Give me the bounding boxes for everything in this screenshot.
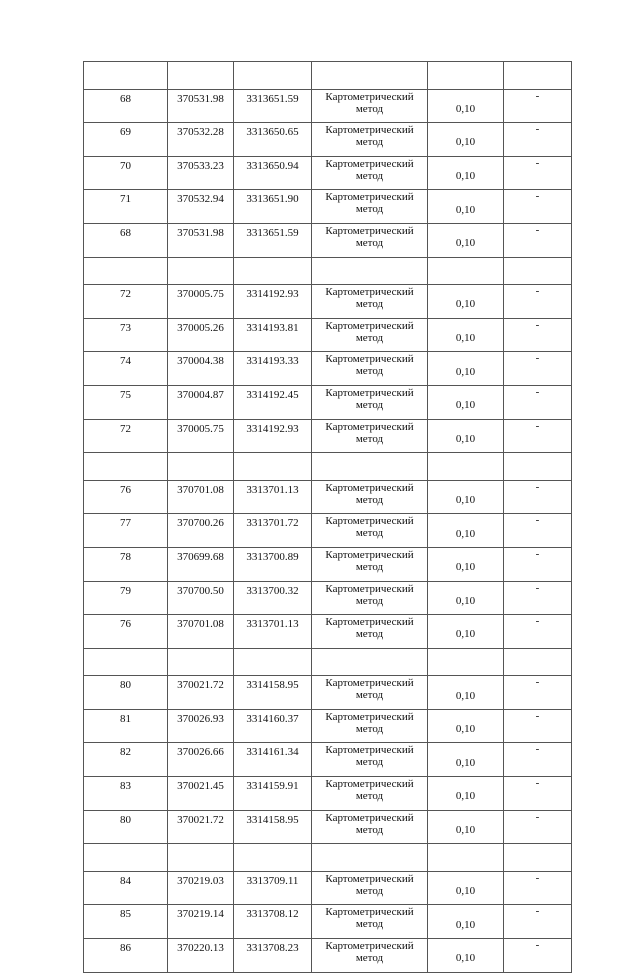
accuracy-cell: 0,10 [428,285,504,319]
method-cell: Картометрический метод [312,352,428,386]
y-coordinate-cell: 3313708.12 [234,905,312,939]
accuracy-cell: 0,10 [428,223,504,257]
note-cell: - [504,156,572,190]
y-coordinate-cell: 3314193.33 [234,352,312,386]
accuracy-cell: 0,10 [428,581,504,615]
x-coordinate-cell: 370005.75 [168,285,234,319]
method-cell: Картометрический метод [312,547,428,581]
note-cell: - [504,777,572,811]
accuracy-cell: 0,10 [428,709,504,743]
coordinates-table [83,61,572,973]
x-coordinate-cell: 370220.13 [168,939,234,973]
note-cell: - [504,547,572,581]
note-cell: - [504,871,572,905]
empty-cell [234,648,312,676]
point-number-cell: 81 [84,709,168,743]
method-cell: Картометрический метод [312,514,428,548]
x-coordinate-cell: 370004.38 [168,352,234,386]
table-row [84,777,572,811]
point-number-cell: 71 [84,190,168,224]
empty-cell [428,844,504,872]
note-cell: - [504,223,572,257]
note-cell: - [504,385,572,419]
point-number-cell: 76 [84,480,168,514]
empty-cell [168,257,234,285]
y-coordinate-cell: 3314160.37 [234,709,312,743]
method-cell: Картометрический метод [312,223,428,257]
x-coordinate-cell: 370026.66 [168,743,234,777]
accuracy-cell: 0,10 [428,123,504,157]
note-cell: - [504,709,572,743]
point-number-cell: 86 [84,939,168,973]
accuracy-cell: 0,10 [428,89,504,123]
x-coordinate-cell: 370531.98 [168,223,234,257]
point-number-cell: 72 [84,285,168,319]
table-row [84,743,572,777]
point-number-cell: 75 [84,385,168,419]
note-cell: - [504,676,572,710]
empty-cell [504,62,572,90]
y-coordinate-cell: 3313651.59 [234,89,312,123]
point-number-cell: 80 [84,810,168,844]
table-row [84,190,572,224]
method-cell: Картометрический метод [312,676,428,710]
empty-cell [84,257,168,285]
point-number-cell: 80 [84,676,168,710]
empty-cell [504,844,572,872]
table-row [84,352,572,386]
empty-cell [168,62,234,90]
table-row [84,318,572,352]
method-cell: Картометрический метод [312,285,428,319]
table-row [84,709,572,743]
point-number-cell: 74 [84,352,168,386]
note-cell: - [504,285,572,319]
empty-cell [234,453,312,481]
method-cell: Картометрический метод [312,939,428,973]
table-row [84,676,572,710]
x-coordinate-cell: 370021.72 [168,810,234,844]
empty-cell [312,257,428,285]
x-coordinate-cell: 370026.93 [168,709,234,743]
point-number-cell: 78 [84,547,168,581]
y-coordinate-cell: 3313650.94 [234,156,312,190]
note-cell: - [504,318,572,352]
y-coordinate-cell: 3314192.93 [234,419,312,453]
empty-cell [84,844,168,872]
point-number-cell: 70 [84,156,168,190]
note-cell: - [504,480,572,514]
table-row [84,871,572,905]
point-number-cell: 76 [84,615,168,649]
empty-cell [234,257,312,285]
accuracy-cell: 0,10 [428,352,504,386]
table-row [84,123,572,157]
note-cell: - [504,419,572,453]
x-coordinate-cell: 370701.08 [168,615,234,649]
table-row [84,939,572,973]
empty-cell [84,453,168,481]
point-number-cell: 85 [84,905,168,939]
method-cell: Картометрический метод [312,709,428,743]
accuracy-cell: 0,10 [428,615,504,649]
method-cell: Картометрический метод [312,810,428,844]
x-coordinate-cell: 370531.98 [168,89,234,123]
accuracy-cell: 0,10 [428,480,504,514]
note-cell: - [504,514,572,548]
method-cell: Картометрический метод [312,581,428,615]
x-coordinate-cell: 370699.68 [168,547,234,581]
empty-cell [312,648,428,676]
table-row [84,547,572,581]
y-coordinate-cell: 3314158.95 [234,676,312,710]
table-row [84,223,572,257]
empty-cell [428,62,504,90]
note-cell: - [504,581,572,615]
accuracy-cell: 0,10 [428,871,504,905]
y-coordinate-cell: 3314192.93 [234,285,312,319]
table-row [84,581,572,615]
note-cell: - [504,123,572,157]
y-coordinate-cell: 3313701.72 [234,514,312,548]
separator-row [84,453,572,481]
empty-cell [312,453,428,481]
accuracy-cell: 0,10 [428,777,504,811]
accuracy-cell: 0,10 [428,514,504,548]
accuracy-cell: 0,10 [428,547,504,581]
point-number-cell: 79 [84,581,168,615]
accuracy-cell: 0,10 [428,939,504,973]
y-coordinate-cell: 3313709.11 [234,871,312,905]
separator-row [84,648,572,676]
empty-cell [428,257,504,285]
accuracy-cell: 0,10 [428,385,504,419]
x-coordinate-cell: 370532.28 [168,123,234,157]
point-number-cell: 77 [84,514,168,548]
note-cell: - [504,743,572,777]
y-coordinate-cell: 3313651.90 [234,190,312,224]
accuracy-cell: 0,10 [428,676,504,710]
accuracy-cell: 0,10 [428,190,504,224]
point-number-cell: 73 [84,318,168,352]
x-coordinate-cell: 370219.03 [168,871,234,905]
y-coordinate-cell: 3313700.32 [234,581,312,615]
table-row [84,419,572,453]
method-cell: Картометрический метод [312,89,428,123]
note-cell: - [504,810,572,844]
x-coordinate-cell: 370700.50 [168,581,234,615]
y-coordinate-cell: 3313650.65 [234,123,312,157]
method-cell: Картометрический метод [312,385,428,419]
point-number-cell: 72 [84,419,168,453]
method-cell: Картометрический метод [312,615,428,649]
separator-row [84,257,572,285]
method-cell: Картометрический метод [312,871,428,905]
y-coordinate-cell: 3314193.81 [234,318,312,352]
method-cell: Картометрический метод [312,777,428,811]
point-number-cell: 68 [84,223,168,257]
separator-row [84,844,572,872]
empty-cell [84,62,168,90]
method-cell: Картометрический метод [312,480,428,514]
y-coordinate-cell: 3313700.89 [234,547,312,581]
empty-cell [428,453,504,481]
y-coordinate-cell: 3314192.45 [234,385,312,419]
note-cell: - [504,905,572,939]
table-body [84,62,572,973]
empty-cell [168,453,234,481]
table-row [84,514,572,548]
accuracy-cell: 0,10 [428,810,504,844]
y-coordinate-cell: 3314161.34 [234,743,312,777]
point-number-cell: 84 [84,871,168,905]
empty-cell [312,844,428,872]
empty-cell [168,648,234,676]
point-number-cell: 83 [84,777,168,811]
point-number-cell: 82 [84,743,168,777]
method-cell: Картометрический метод [312,123,428,157]
accuracy-cell: 0,10 [428,156,504,190]
accuracy-cell: 0,10 [428,419,504,453]
x-coordinate-cell: 370005.75 [168,419,234,453]
x-coordinate-cell: 370533.23 [168,156,234,190]
y-coordinate-cell: 3313708.23 [234,939,312,973]
table-row [84,810,572,844]
note-cell: - [504,352,572,386]
table-row [84,385,572,419]
x-coordinate-cell: 370219.14 [168,905,234,939]
x-coordinate-cell: 370701.08 [168,480,234,514]
y-coordinate-cell: 3314159.91 [234,777,312,811]
y-coordinate-cell: 3313651.59 [234,223,312,257]
table-row [84,615,572,649]
x-coordinate-cell: 370005.26 [168,318,234,352]
method-cell: Картометрический метод [312,905,428,939]
method-cell: Картометрический метод [312,190,428,224]
empty-cell [504,257,572,285]
table-row [84,89,572,123]
empty-cell [428,648,504,676]
method-cell: Картометрический метод [312,419,428,453]
y-coordinate-cell: 3313701.13 [234,615,312,649]
accuracy-cell: 0,10 [428,743,504,777]
method-cell: Картометрический метод [312,156,428,190]
note-cell: - [504,89,572,123]
y-coordinate-cell: 3314158.95 [234,810,312,844]
table-row [84,480,572,514]
table-row [84,285,572,319]
note-cell: - [504,939,572,973]
table-row [84,905,572,939]
empty-cell [168,844,234,872]
empty-cell [312,62,428,90]
x-coordinate-cell: 370700.26 [168,514,234,548]
x-coordinate-cell: 370021.72 [168,676,234,710]
method-cell: Картометрический метод [312,318,428,352]
point-number-cell: 68 [84,89,168,123]
note-cell: - [504,190,572,224]
empty-cell [234,62,312,90]
note-cell: - [504,615,572,649]
method-cell: Картометрический метод [312,743,428,777]
x-coordinate-cell: 370532.94 [168,190,234,224]
y-coordinate-cell: 3313701.13 [234,480,312,514]
empty-cell [504,648,572,676]
empty-cell [84,648,168,676]
empty-cell [234,844,312,872]
separator-row [84,62,572,90]
accuracy-cell: 0,10 [428,318,504,352]
point-number-cell: 69 [84,123,168,157]
x-coordinate-cell: 370004.87 [168,385,234,419]
accuracy-cell: 0,10 [428,905,504,939]
table-row [84,156,572,190]
x-coordinate-cell: 370021.45 [168,777,234,811]
empty-cell [504,453,572,481]
